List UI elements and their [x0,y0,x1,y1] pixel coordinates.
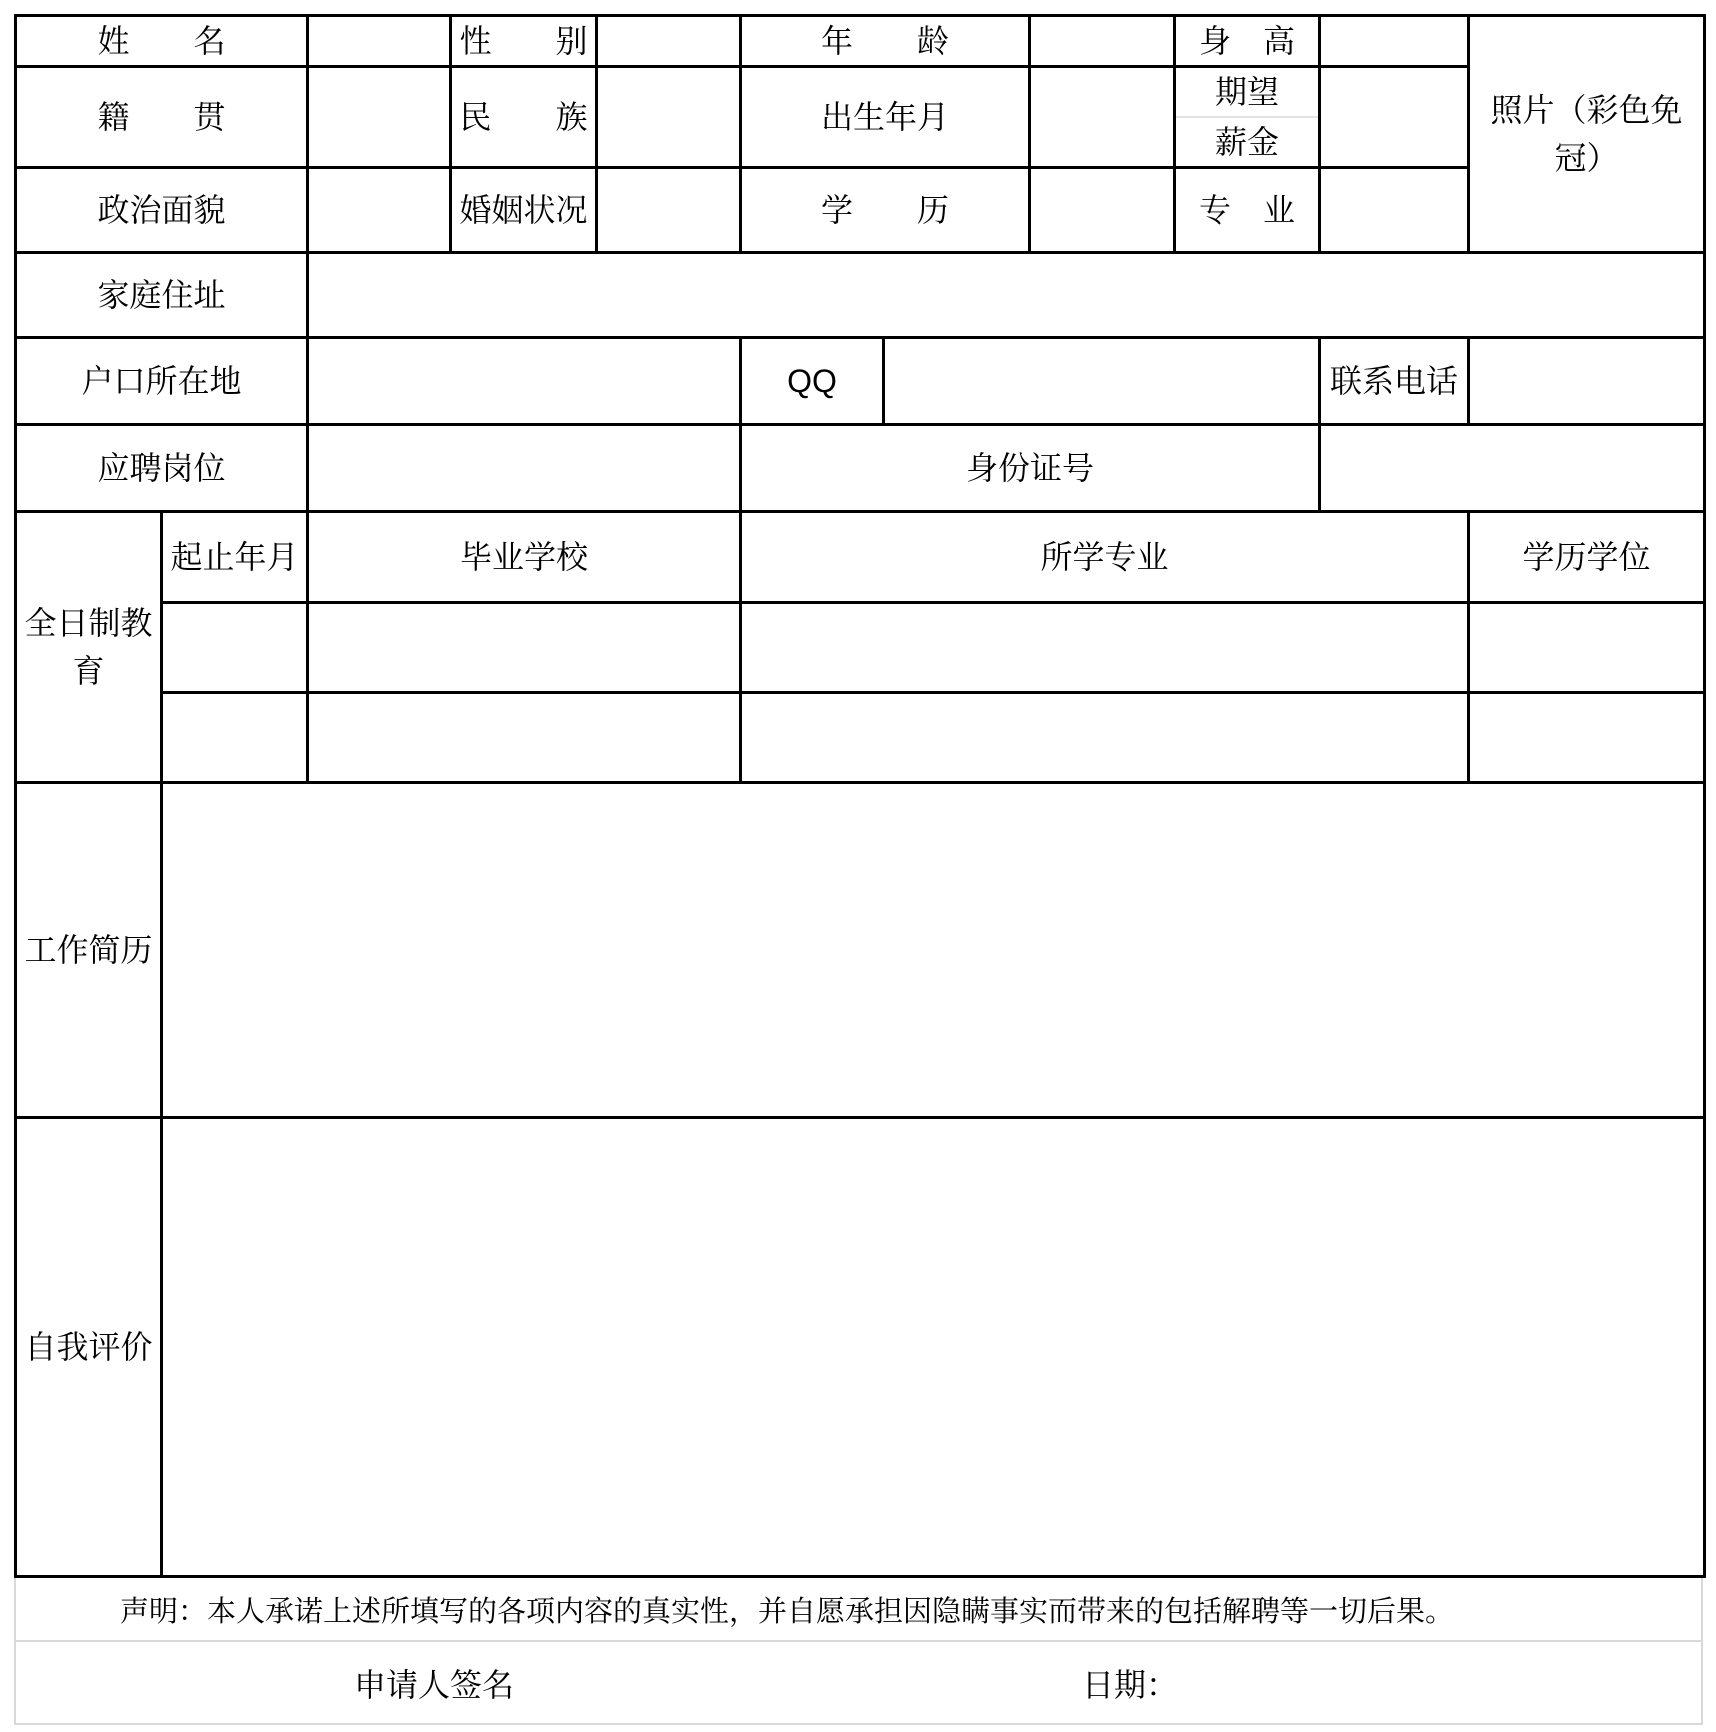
id-number-value-cell[interactable] [1320,425,1705,512]
footer-block [14,1578,1703,1725]
row-basic-3 [16,168,1705,253]
edu-col-header-degree: 学历学位 [1469,512,1705,603]
position-applied-label: 应聘岗位 [16,425,308,512]
major-value-cell[interactable] [1320,168,1469,253]
education-value-cell[interactable] [1030,168,1175,253]
edu2-major-cell[interactable] [741,693,1469,783]
gender-label: 性 别 [451,16,597,67]
row-work-history [16,783,1705,1118]
row-education-header [16,512,1705,603]
row-household-qq-phone [16,338,1705,425]
marital-status-value-cell[interactable] [597,168,741,253]
phone-label: 联系电话 [1320,338,1469,425]
edu2-school-cell[interactable] [308,693,741,783]
political-status-label: 政治面貌 [16,168,308,253]
education-label: 学 历 [741,168,1030,253]
major-label: 专 业 [1175,168,1320,253]
photo-placeholder-cell[interactable]: 照片（彩色免冠） [1469,16,1705,253]
political-status-value-cell[interactable] [308,168,451,253]
home-address-value-cell[interactable] [308,253,1705,338]
expected-salary-value-cell[interactable] [1320,67,1469,168]
height-value-cell[interactable] [1320,16,1469,67]
declaration-row [16,1578,1701,1642]
expected-salary-label [1175,67,1320,168]
application-form-table [14,14,1706,1578]
birth-date-value-cell[interactable] [1030,67,1175,168]
self-evaluation-value-cell[interactable] [162,1118,1705,1577]
name-value-cell[interactable] [308,16,451,67]
row-education-entry-1 [16,603,1705,693]
home-address-label: 家庭住址 [16,253,308,338]
id-number-label: 身份证号 [741,425,1320,512]
edu2-dates-cell[interactable] [162,693,308,783]
phone-value-cell[interactable] [1469,338,1705,425]
height-label: 身 高 [1175,16,1320,67]
qq-value-cell[interactable] [884,338,1320,425]
ethnicity-value-cell[interactable] [597,67,741,168]
edu2-degree-cell[interactable] [1469,693,1705,783]
work-history-label: 工作简历 [16,783,162,1118]
household-registration-label: 户口所在地 [16,338,308,425]
declaration-text: 声明：本人承诺上述所填写的各项内容的真实性，并自愿承担因隐瞒事实而带来的包括解聘等一切后果。 [120,1595,1455,1628]
row-education-entry-2 [16,693,1705,783]
name-label: 姓 名 [16,16,308,67]
age-label: 年 龄 [741,16,1030,67]
work-history-value-cell[interactable] [162,783,1705,1118]
household-registration-value-cell[interactable] [308,338,741,425]
age-value-cell[interactable] [1030,16,1175,67]
edu1-school-cell[interactable] [308,603,741,693]
signature-row[interactable] [16,1642,1701,1723]
birth-date-label: 出生年月 [741,67,1030,168]
applicant-signature-label: 申请人签名 [354,1666,515,1703]
marital-status-label: 婚姻状况 [451,168,597,253]
date-label: 日期： [1082,1666,1179,1703]
row-position-id [16,425,1705,512]
native-place-label: 籍 贯 [16,67,308,168]
position-applied-value-cell[interactable] [308,425,741,512]
row-basic-1 [16,16,1705,67]
native-place-value-cell[interactable] [308,67,451,168]
edu-col-header-dates: 起止年月 [162,512,308,603]
edu-col-header-school: 毕业学校 [308,512,741,603]
expected-salary-label-line1: 期望 [1176,68,1318,118]
row-home-address [16,253,1705,338]
self-evaluation-label: 自我评价 [16,1118,162,1577]
edu1-dates-cell[interactable] [162,603,308,693]
row-self-evaluation [16,1118,1705,1577]
edu-col-header-major: 所学专业 [741,512,1469,603]
ethnicity-label: 民 族 [451,67,597,168]
qq-label: QQ [741,338,884,425]
gender-value-cell[interactable] [597,16,741,67]
row-basic-2 [16,67,1705,168]
edu1-degree-cell[interactable] [1469,603,1705,693]
edu1-major-cell[interactable] [741,603,1469,693]
expected-salary-label-line2: 薪金 [1215,124,1280,160]
fulltime-education-section-label: 全日制教育 [16,512,162,783]
